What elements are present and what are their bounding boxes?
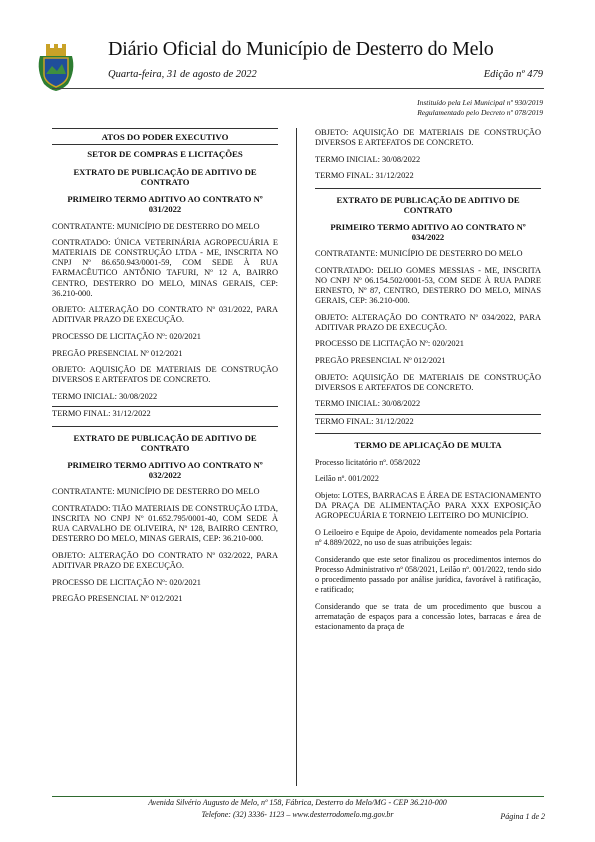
processo: PROCESSO DE LICITAÇÃO Nº: 020/2021 [52, 577, 201, 587]
block-divider [52, 426, 278, 427]
contratado: CONTRATADO: TIÃO MATERIAIS DE CONSTRUÇÃO LTDA, INSCRITA NO CNPJ Nº 01.652.795/0001-40, COM SEDE À RUA CARVALHO DE OLIVEIRA, Nº 128, BAIRRO CENTRO, DESTERRO DO MELO, MINAS GERAIS, CEP: 36.210-000. [52, 503, 278, 544]
block-heading: EXTRATO DE PUBLICAÇÃO DE ADITIVO DE CONTRATO [336, 194, 520, 215]
objeto-aquisicao: OBJETO: AQUISIÇÃO DE MATERIAIS DE CONSTRUÇÃO DIVERSOS E ARTEFATOS DE CONCRETO. [315, 128, 541, 148]
edition-number: Edição nº 479 [483, 69, 543, 80]
contratado: CONTRATADO: ÚNICA VETERINÁRIA AGROPECUÁRIA E MATERIAIS DE CONSTRUÇÃO LTDA - ME, INSCRITA NO CNPJ Nº 86.650.943/0001-59, COM SEDE À RUA FARMACÊUTICO ANTÔNIO TAFURI, Nº 12 A, BAIRRO CENTRO, DESTERRO DO MELO, MINAS GERAIS, CEP: 36.210-000. [52, 238, 278, 298]
institution-law: Instituído pela Lei Municipal nº 930/2019 [417, 98, 543, 107]
right-column [315, 128, 541, 639]
objeto-aquisicao: OBJETO: AQUISIÇÃO DE MATERIAIS DE CONSTRUÇÃO DIVERSOS E ARTEFATOS DE CONCRETO. [52, 365, 278, 385]
block-heading: TERMO DE APLICAÇÃO DE MULTA [354, 440, 502, 451]
left-column [52, 128, 278, 611]
block-subheading: PRIMEIRO TERMO ADITIVO AO CONTRATO Nº 031/2022 [67, 194, 263, 215]
block-heading: EXTRATO DE PUBLICAÇÃO DE ADITIVO DE CONTRATO [73, 167, 257, 188]
termo-final: TERMO FINAL: 31/12/2022 [315, 171, 414, 181]
paragraph: Considerando que se trata de um procedimento que buscou a arrematação de espaços para a concessão lotes, barracas e área de estacionamento da praça de [315, 601, 541, 632]
objeto: Objeto: LOTES, BARRACAS E ÁREA DE ESTACIONAMENTO DA PRAÇA DE ALIMENTAÇÃO PARA XXX EXPOSIÇÃO AGROPECUÁRIA E TORNEIO LEITEIRO DO MUNICÍPIO. [315, 490, 542, 521]
block-divider [315, 188, 541, 189]
footer-address: Avenida Silvério Augusto de Melo, nº 158, Fábrica, Desterro do Melo/MG - CEP 36.210-000 [148, 798, 447, 807]
block-divider [315, 414, 541, 415]
block-subheading: PRIMEIRO TERMO ADITIVO AO CONTRATO Nº 032/2022 [67, 460, 263, 481]
footer-contact: Telefone: (32) 3336- 1123 – www.desterrodomelo.mg.gov.br [201, 810, 394, 819]
termo-inicial: TERMO INICIAL: 30/08/2022 [52, 391, 158, 401]
termo-inicial: TERMO INICIAL: 30/08/2022 [315, 399, 421, 409]
contratante: CONTRATANTE: MUNICÍPIO DE DESTERRO DO MELO [315, 249, 523, 259]
processo: PROCESSO DE LICITAÇÃO Nº: 020/2021 [315, 339, 464, 349]
termo-inicial: TERMO INICIAL: 30/08/2022 [315, 154, 421, 164]
pregao: PREGÃO PRESENCIAL Nº 012/2021 [52, 348, 183, 358]
objeto-aquisicao: OBJETO: AQUISIÇÃO DE MATERIAIS DE CONSTRUÇÃO DIVERSOS E ARTEFATOS DE CONCRETO. [315, 372, 541, 392]
contratante: CONTRATANTE: MUNICÍPIO DE DESTERRO DO MELO [52, 487, 260, 497]
paragraph: O Leiloeiro e Equipe de Apoio, devidamente nomeados pela Portaria nº 4.889/2022, no uso de suas atribuições legais: [315, 527, 541, 547]
issue-date: Quarta-feira, 31 de agosto de 2022 [108, 69, 257, 80]
pregao: PREGÃO PRESENCIAL Nº 012/2021 [315, 356, 446, 365]
paragraph: Considerando que este setor finalizou os procedimentos internos do Processo Administrativo nº 058/2021, Leilão nº. 001/2022, tendo sido o procedimento passado por análise jurídica, favorável à ratificação, e ratificado; [315, 554, 542, 595]
header-divider [52, 88, 544, 89]
footer-divider [52, 796, 544, 797]
subsection-title: SETOR DE COMPRAS E LICITAÇÕES [87, 149, 243, 160]
contratado: CONTRATADO: DELIO GOMES MESSIAS - ME, INSCRITA NO CNPJ Nº 06.154.502/0001-53, COM SEDE À RUA PADRE ERNESTO, Nº 87, CENTRO, DESTERRO DO MELO, MINAS GERAIS, CEP: 36.210-000. [315, 265, 541, 306]
column-separator [296, 128, 297, 786]
page-number: Página 1 de 2 [500, 812, 545, 821]
block-divider [315, 433, 541, 434]
termo-final: TERMO FINAL: 31/12/2022 [315, 416, 414, 426]
objeto: OBJETO: ALTERAÇÃO DO CONTRATO Nº 034/2022, PARA ADITIVAR PRAZO DE EXECUÇÃO. [315, 312, 541, 332]
institution-decree: Regulamentado pelo Decreto nº 078/2019 [417, 108, 543, 117]
contratante: CONTRATANTE: MUNICÍPIO DE DESTERRO DO MELO [52, 221, 260, 231]
section-title: ATOS DO PODER EXECUTIVO [52, 128, 278, 145]
leilao: Leilão nº. 001/2022 [315, 474, 379, 484]
block-subheading: PRIMEIRO TERMO ADITIVO AO CONTRATO Nº 034/2022 [330, 222, 526, 243]
block-heading: EXTRATO DE PUBLICAÇÃO DE ADITIVO DE CONTRATO [73, 432, 257, 454]
block-divider [52, 406, 278, 407]
processo-licitatorio: Processo licitatório nº. 058/2022 [315, 457, 421, 467]
municipal-crest-icon [32, 40, 80, 92]
objeto: OBJETO: ALTERAÇÃO DO CONTRATO Nº 032/2022, PARA ADITIVAR PRAZO DE EXECUÇÃO. [52, 550, 278, 570]
termo-final: TERMO FINAL: 31/12/2022 [52, 409, 151, 419]
page-title: Diário Oficial do Município de Desterro do Melo [108, 38, 494, 60]
objeto: OBJETO: ALTERAÇÃO DO CONTRATO Nº 031/2022, PARA ADITIVAR PRAZO DE EXECUÇÃO. [52, 305, 278, 325]
processo: PROCESSO DE LICITAÇÃO Nº: 020/2021 [52, 331, 201, 341]
pregao: PREGÃO PRESENCIAL Nº 012/2021 [52, 594, 183, 604]
